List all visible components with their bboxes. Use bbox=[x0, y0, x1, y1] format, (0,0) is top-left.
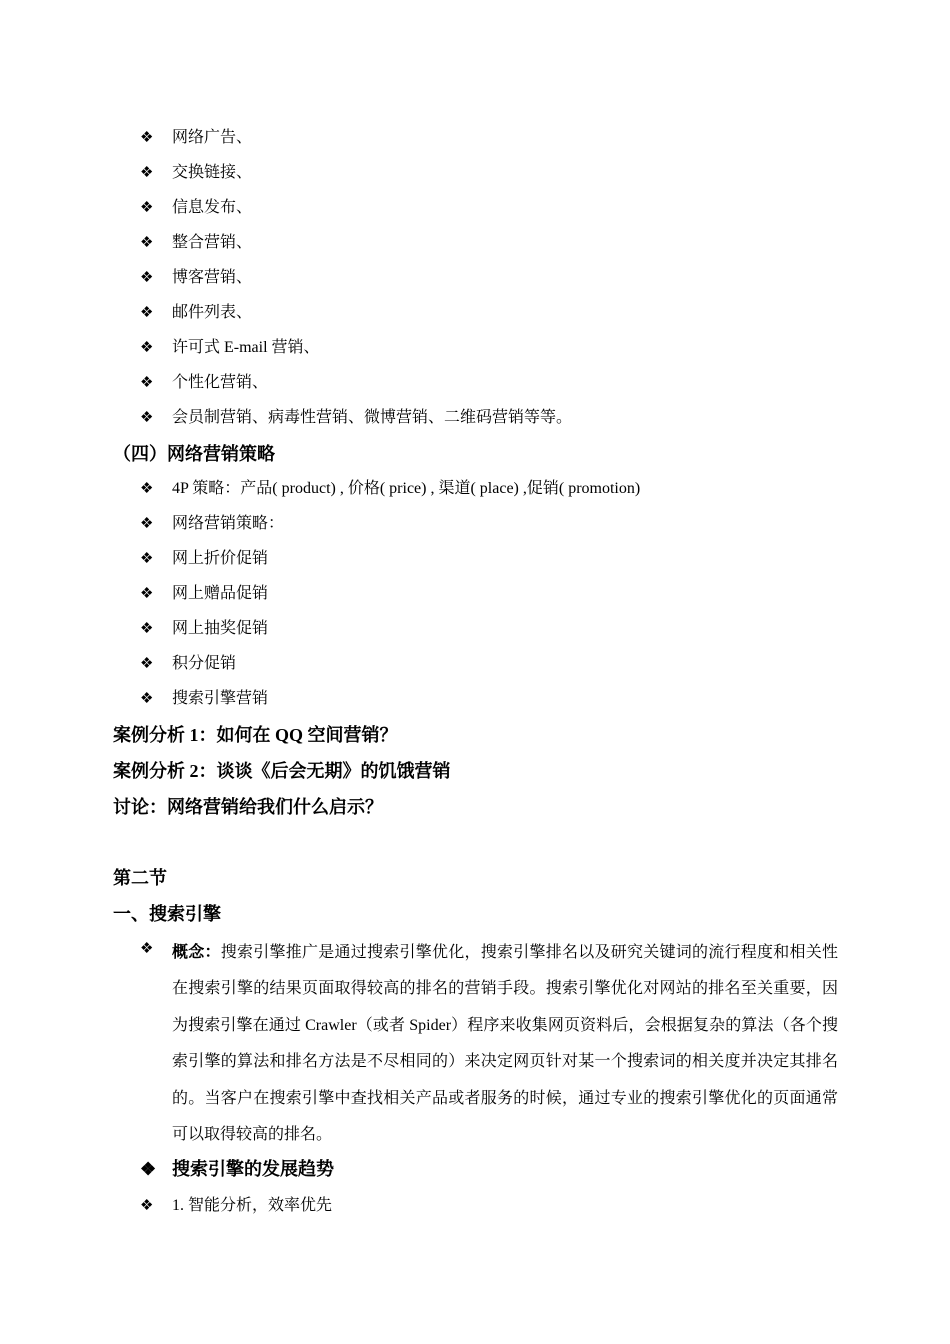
diamond-bullet-icon: ❖ bbox=[140, 656, 154, 672]
diamond-bullet-icon: ❖ bbox=[140, 691, 154, 707]
diamond-bullet-icon: ❖ bbox=[140, 165, 154, 181]
diamond-bullet-icon: ❖ bbox=[140, 410, 154, 426]
document-page: ❖ 网络广告、 ❖ 交换链接、 ❖ 信息发布、 ❖ 整合营销、 ❖ 博客营销、 ❖ 邮件列表、 ❖ 许可式 E-mail 营销、 ❖ 个性化营销、 ❖ 会员制营销、病毒性营销、微博营销、二维码营销等等。 （四）网络营销策略 ❖ 4P 策略：产品( product) , 价格( price) , 渠道( place) ,促销( promotion) ❖ 网络营销策略： ❖ 网上折价促销 ❖ 网上赠品促销 ❖ 网上抽奖促销 ❖ 积分促销 ❖ 搜索引擎营销 案例分析 1：如何在 QQ 空间营销？ 案例分析 2：谈谈《后会无期》的饥饿营销 讨论：网络营销给我们什么启示？ 第二节 一、搜索引擎 ❖ 概念：搜索引擎推广是通过搜索引擎优化，搜索引擎排名以及研究关键词的流行程度和相关性在搜索引擎的结果页面取得较高的排名的营销手段。搜索引擎优化对网站的排名至关重要，因为搜索引擎在通过 Crawler（或者 Spider）程序来收集网页资料后，会根据复杂的算法（各个搜索引擎的算法和排名方法是不尽相同的）来决定网页针对某一个搜索词的相关度并决定其排名的。当客户在搜索引擎中查找相关产品或者服务的时候，通过专业的搜索引擎优化的页面通常可以取得较高的排名。 ❖ 搜索引擎的发展趋势 ❖ 1. 智能分析，效率优先 bbox=[113, 129, 838, 1214]
diamond-bullet-icon: ❖ bbox=[140, 340, 154, 356]
diamond-bullet-icon: ❖ bbox=[140, 516, 154, 532]
case-analysis-2: 案例分析 2：谈谈《后会无期》的饥饿营销 bbox=[113, 761, 451, 781]
concept-text: 搜索引擎推广是通过搜索引擎优化，搜索引擎排名以及研究关键词的流行程度和相关性在搜索引擎的结果页面取得较高的排名的营销手段。搜索引擎优化对网站的排名至关重要，因为搜索引擎在通过 Crawler（或者 Spider）程序来收集网页资料后，会根据复杂的算法（各个搜索引擎的算法和排名方法是不尽相同的）来决定网页针对某一个搜索词的相关度并决定其排名的。当客户在搜索引擎中查找相关产品或者服务的时候，通过专业的搜索引擎优化的页面通常可以取得较高的排名。 bbox=[172, 944, 838, 1144]
diamond-bullet-icon: ❖ bbox=[140, 235, 154, 251]
diamond-bullet-icon: ❖ bbox=[140, 305, 154, 321]
strategy-heading: （四）网络营销策略 bbox=[113, 444, 275, 464]
section-title: 第二节 bbox=[113, 868, 167, 888]
concept-label: 概念： bbox=[172, 944, 221, 961]
diamond-bullet-icon: ❖ bbox=[140, 481, 154, 497]
diamond-bullet-icon: ❖ bbox=[140, 621, 154, 637]
discussion-heading: 讨论：网络营销给我们什么启示？ bbox=[113, 797, 383, 817]
diamond-bullet-icon: ❖ bbox=[140, 375, 154, 391]
diamond-bullet-icon: ❖ bbox=[140, 1198, 154, 1214]
case-analysis-1: 案例分析 1：如何在 QQ 空间营销？ bbox=[113, 725, 398, 745]
diamond-bullet-icon: ❖ bbox=[140, 551, 154, 567]
diamond-bullet-icon: ❖ bbox=[140, 270, 154, 286]
diamond-bullet-icon: ❖ bbox=[140, 941, 154, 957]
subsection-title: 一、搜索引擎 bbox=[113, 904, 221, 924]
diamond-bullet-icon: ❖ bbox=[140, 586, 154, 602]
concept-body bbox=[172, 935, 838, 1153]
diamond-bullet-icon: ❖ bbox=[140, 200, 154, 216]
diamond-bullet-icon: ❖ bbox=[140, 1159, 157, 1179]
diamond-bullet-icon: ❖ bbox=[140, 130, 154, 146]
